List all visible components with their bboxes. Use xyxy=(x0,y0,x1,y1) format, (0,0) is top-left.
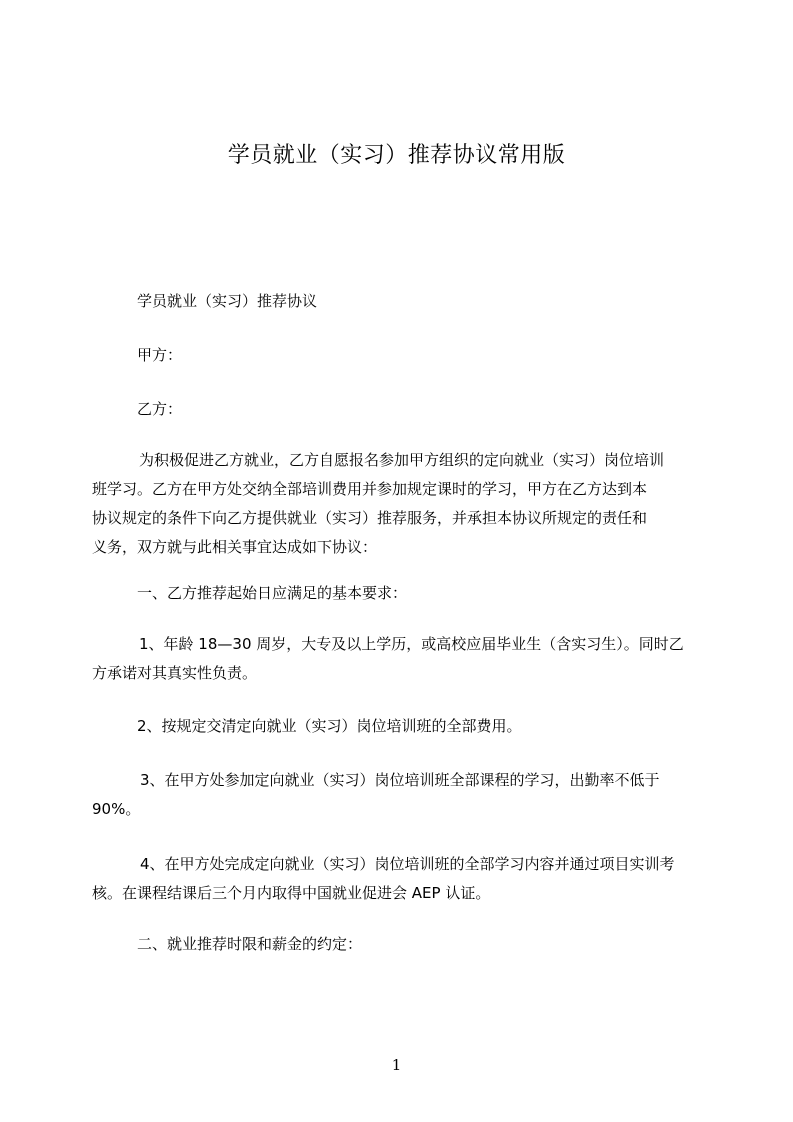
intro-line: 义务，双方就与此相关事宜达成如下协议： xyxy=(92,538,378,556)
agreement-subtitle: 学员就业（实习）推荐协议 xyxy=(137,292,318,310)
page-number: 1 xyxy=(391,1056,402,1074)
intro-line: 班学习。乙方在甲方处交纳全部培训费用并参加规定课时的学习，甲方在乙方达到本 xyxy=(92,480,648,498)
intro-line: 协议规定的条件下向乙方提供就业（实习）推荐服务，并承担本协议所规定的责任和 xyxy=(92,509,648,527)
intro-paragraph xyxy=(92,446,664,562)
section-1-heading: 一、乙方推荐起始日应满足的基本要求： xyxy=(137,584,408,602)
item-line: 方承诺对其真实性负责。 xyxy=(92,664,258,682)
item-line: 核。在课程结课后三个月内取得中国就业促进会 AEP 认证。 xyxy=(92,884,491,902)
requirement-item-2: 2、按规定交清定向就业（实习）岗位培训班的全部费用。 xyxy=(137,717,522,735)
requirement-item-1 xyxy=(92,630,684,688)
section-2-heading: 二、就业推荐时限和薪金的约定： xyxy=(137,935,363,953)
item-line: 4、在甲方处完成定向就业（实习）岗位培训班的全部学习内容并通过项目实训考 xyxy=(140,855,675,873)
item-line: 3、在甲方处参加定向就业（实习）岗位培训班全部课程的学习，出勤率不低于 xyxy=(140,771,660,789)
intro-line: 为积极促进乙方就业，乙方自愿报名参加甲方组织的定向就业（实习）岗位培训 xyxy=(139,451,665,469)
requirement-item-4 xyxy=(92,850,675,908)
document-title: 学员就业（实习）推荐协议常用版 xyxy=(227,143,566,168)
party-a-label: 甲方： xyxy=(137,346,183,364)
party-b-label: 乙方： xyxy=(137,400,183,418)
item-line: 90%。 xyxy=(92,800,141,818)
requirement-item-3 xyxy=(92,766,660,824)
item-line: 1、年龄 18—30 周岁，大专及以上学历，或高校应届毕业生（含实习生）。同时乙 xyxy=(139,635,684,653)
